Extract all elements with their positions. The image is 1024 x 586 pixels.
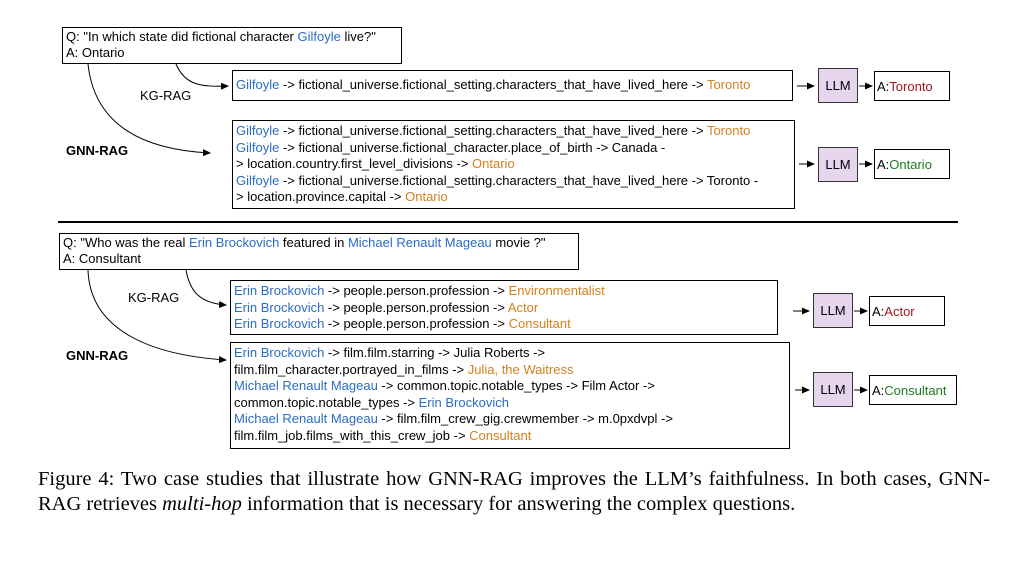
path-line-segment: Erin Brockovich (418, 394, 509, 410)
case2-gnn-answer-segment: Consultant (884, 382, 947, 398)
path-line-segment: -> film.film.starring -> Julia Roberts -> (324, 345, 546, 360)
case1-question-segment: live?" (340, 29, 376, 44)
figure-caption-segment: Figure 4: Two case studies that illustrate how (38, 468, 429, 490)
case1-gnn-arrow (88, 64, 210, 153)
case2-question-segment: Q: "Who was the real (63, 235, 189, 250)
path-line-segment: Gilfoyle (236, 77, 280, 92)
case1-kg-answer-segment: Toronto (889, 78, 933, 94)
path-line-segment: -> common.topic.notable_types -> Film Actor -> (377, 378, 655, 394)
path-line-segment: Gilfoyle (236, 172, 280, 188)
case1-gold-answer: A: Ontario (66, 45, 125, 60)
case2-question-segment: featured in (279, 235, 348, 250)
path-line-segment: Michael Renault Mageau (234, 411, 378, 427)
case1-gnn-rag-label: GNN-RAG (66, 143, 129, 158)
figure-caption-segment: retrieves (81, 492, 163, 515)
case1-question-segment: Q: "In which state did fictional character (66, 29, 298, 44)
case1-kg-llm-box: LLM (818, 68, 858, 103)
case2-kg-llm-box: LLM (813, 293, 853, 328)
path-line-segment: -> people.person.profession -> (324, 299, 508, 315)
path-line-segment: -> film.film_crew_gig.crewmember -> m.0pxdvpl -> (377, 411, 673, 427)
case1-kg-answer-segment: A: (877, 78, 890, 94)
case2-kg-answer-segment: A: (872, 303, 885, 319)
figure-caption (38, 467, 990, 516)
path-line-segment: Erin Brockovich (234, 283, 325, 298)
path-line-segment: Toronto (706, 77, 751, 92)
case1-gnn-answer-segment: A: (877, 156, 890, 172)
case2-gnn-arrow (88, 270, 226, 360)
path-line-segment: film.film_character.portrayed_in_films -> (234, 361, 468, 377)
path-line-segment: film.film_job.films_with_this_crew_job -> (234, 427, 470, 443)
path-line-segment: Michael Renault Mageau (234, 378, 378, 394)
path-line-segment: -> fictional_universe.fictional_setting.characters_that_have_lived_here -> (279, 123, 707, 138)
path-line-segment: Gilfoyle (236, 139, 280, 155)
case1-kg-arrow (176, 64, 228, 86)
path-line-segment: > location.country.first_level_divisions -> (236, 156, 473, 172)
case2-question-segment: Erin Brockovich (189, 235, 280, 250)
case2-question-segment: movie ?" (491, 235, 546, 250)
case2-gold-answer: A: Consultant (63, 251, 142, 266)
path-line-segment: Erin Brockovich (234, 345, 325, 360)
case2-gnn-answer-segment: A: (872, 382, 885, 398)
path-line-segment: Environmentalist (508, 283, 605, 298)
path-line-segment: Ontario (405, 189, 448, 205)
case1-question-segment: Gilfoyle (297, 29, 341, 44)
case1-gnn-answer-segment: Ontario (889, 156, 932, 172)
path-line-segment: -> fictional_universe.fictional_setting.characters_that_have_lived_here -> Toronto - (279, 172, 759, 188)
case2-gnn-rag-label: GNN-RAG (66, 348, 129, 363)
path-line-segment: Erin Brockovich (234, 299, 325, 315)
path-line-segment: -> fictional_universe.fictional_setting.characters_that_have_lived_here -> (279, 77, 707, 92)
figure-caption-segment: multi-hop (162, 492, 242, 515)
path-line-segment: Toronto (706, 123, 751, 138)
path-line-segment: Julia, the Waitress (467, 361, 574, 377)
path-line-segment: Erin Brockovich (234, 316, 325, 332)
case1-gnn-llm-box: LLM (818, 147, 858, 182)
case2-kg-arrow (186, 270, 226, 305)
figure-caption-segment: GNN-RAG (428, 468, 523, 490)
path-line-segment: -> people.person.profession -> (324, 316, 509, 332)
path-line-segment: common.topic.notable_types -> (234, 394, 419, 410)
path-line-segment: Actor (507, 299, 539, 315)
case1-kg-rag-label: KG-RAG (140, 88, 192, 103)
path-line-segment: Gilfoyle (236, 123, 280, 138)
figure-caption-segment: improves the LLM’s faithfulness. In both cases, (522, 468, 939, 490)
case2-kg-answer-segment: Actor (884, 303, 915, 319)
path-line-segment: > location.province.capital -> (236, 189, 406, 205)
case2-question-segment: Michael Renault Mageau (347, 235, 492, 250)
figure-caption-segment: GNN-RAG (38, 468, 990, 515)
case2-gnn-llm-box: LLM (813, 372, 853, 407)
case2-kg-rag-label: KG-RAG (128, 290, 180, 305)
path-line-segment: Consultant (469, 427, 532, 443)
path-line-segment: -> fictional_universe.fictional_character.place_of_birth -> Canada - (279, 139, 666, 155)
path-line-segment: -> people.person.profession -> (324, 283, 509, 298)
figure-caption-segment: information that is necessary for answering the complex questions. (241, 492, 796, 515)
path-line-segment: Consultant (508, 316, 571, 332)
path-line-segment: Ontario (472, 156, 515, 172)
